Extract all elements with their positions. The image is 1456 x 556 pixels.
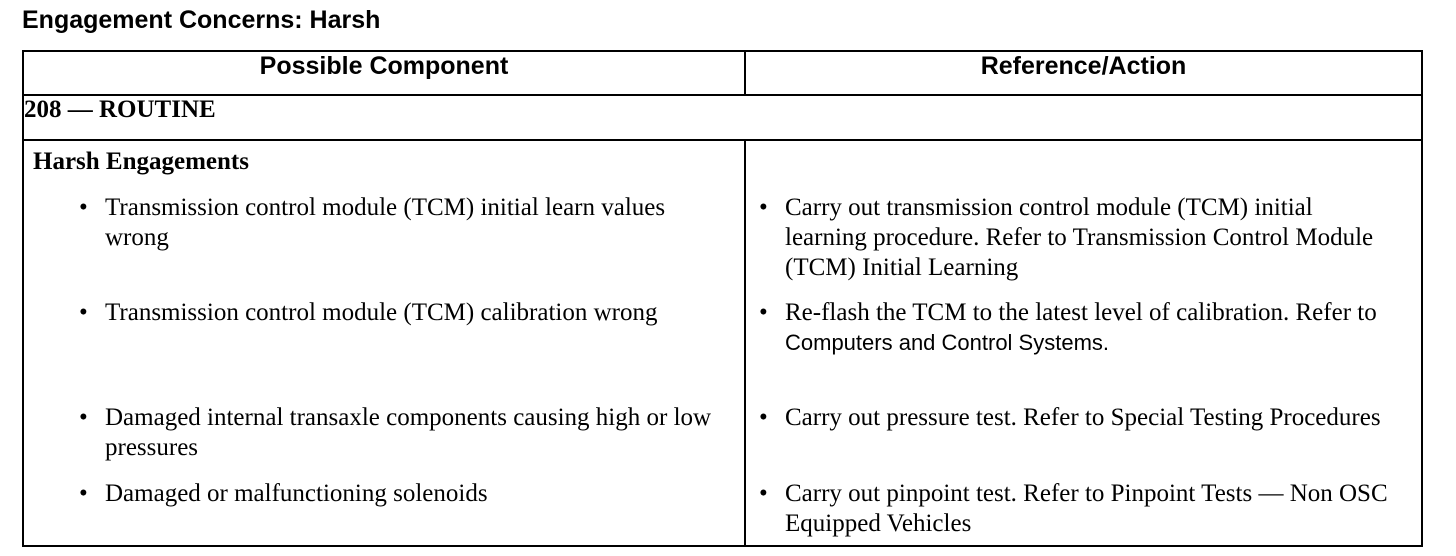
action-text — [785, 298, 1399, 358]
component-text: Damaged internal transaxle components causing high or low pressures — [105, 404, 712, 461]
bullet: • — [79, 299, 88, 326]
bullet: • — [759, 404, 768, 431]
action-text: Carry out pressure test. Refer to Special Testing Procedures — [785, 404, 1381, 431]
component-item — [79, 193, 719, 253]
component-text: Transmission control module (TCM) calibration wrong — [105, 299, 658, 326]
header-row — [23, 51, 1422, 95]
section-heading: 208 — ROUTINE — [23, 95, 1422, 140]
column-header-reference-action: Reference/Action — [745, 51, 1422, 95]
components-cell — [23, 140, 745, 546]
actions-cell — [745, 140, 1422, 546]
component-text: Damaged or malfunctioning solenoids — [105, 480, 488, 507]
bullet: • — [759, 299, 768, 326]
column-header-possible-component: Possible Component — [23, 51, 745, 95]
diagnosis-table — [22, 50, 1423, 547]
body-row — [23, 140, 1422, 546]
page-title: Engagement Concerns: Harsh — [22, 6, 381, 34]
action-text-end: . — [1102, 330, 1110, 355]
component-item — [79, 403, 719, 463]
component-text: Transmission control module (TCM) initial learn values wrong — [105, 194, 666, 251]
action-item — [759, 403, 1399, 433]
reference-link[interactable]: Computers and Control Systems — [785, 330, 1103, 355]
bullet: • — [79, 404, 88, 431]
action-item — [759, 193, 1399, 283]
bullet: • — [759, 194, 768, 221]
bullet: • — [79, 194, 88, 221]
bullet: • — [759, 480, 768, 507]
subheading: Harsh Engagements — [33, 148, 249, 175]
component-item — [79, 479, 719, 509]
component-item — [79, 298, 719, 328]
action-text-lead: Re-flash the TCM to the latest level of calibration. Refer to — [785, 299, 1377, 326]
action-item — [759, 298, 1399, 358]
action-text: Carry out transmission control module (TCM) initial learning procedure. Refer to Transmission Control Module (TCM) Initial Learning — [785, 194, 1374, 281]
action-text: Carry out pinpoint test. Refer to Pinpoint Tests — Non OSC Equipped Vehicles — [785, 480, 1388, 537]
action-item — [759, 479, 1399, 539]
section-row — [23, 95, 1422, 140]
bullet: • — [79, 480, 88, 507]
